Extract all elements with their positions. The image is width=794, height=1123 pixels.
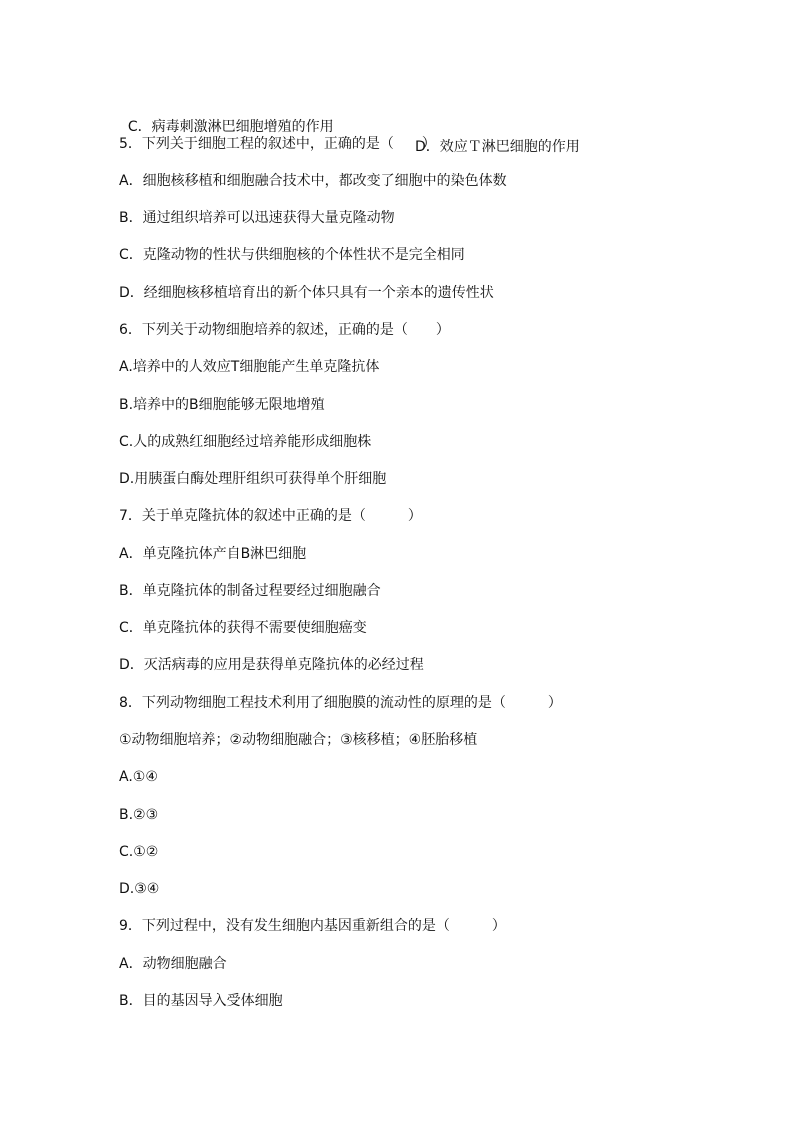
- q6-option-c: C.人的成熟红细胞经过培养能形成细胞株: [119, 434, 372, 450]
- q6-option-d: D.用胰蛋白酶处理肝组织可获得单个肝细胞: [119, 471, 387, 487]
- q5-question: 5．下列关于细胞工程的叙述中，正确的是（ ）: [119, 136, 436, 152]
- q5-option-b: B．通过组织培养可以迅速获得大量克隆动物: [119, 210, 395, 226]
- q7-option-b: B．单克隆抗体的制备过程要经过细胞融合: [119, 583, 381, 599]
- q6-question: 6．下列关于动物细胞培养的叙述，正确的是（ ）: [119, 322, 450, 338]
- q7-option-a: A．单克隆抗体产自B淋巴细胞: [119, 546, 307, 562]
- q7-question: 7．关于单克隆抗体的叙述中正确的是（ ）: [119, 508, 422, 524]
- q6-option-b: B.培养中的B细胞能够无限地增殖: [119, 397, 325, 413]
- q9-question: 9．下列过程中，没有发生细胞内基因重新组合的是（ ）: [119, 918, 506, 934]
- q8-question: 8．下列动物细胞工程技术利用了细胞膜的流动性的原理的是（ ）: [119, 695, 562, 711]
- q5-option-c: C．克隆动物的性状与供细胞核的个体性状不是完全相同: [119, 247, 465, 263]
- q8-option-d: D.③④: [119, 881, 160, 897]
- q7-option-c: C．单克隆抗体的获得不需要使细胞癌变: [119, 620, 367, 636]
- q8-option-a: A.①④: [119, 769, 158, 785]
- q8-stem: ①动物细胞培养；②动物细胞融合；③核移植；④胚胎移植: [119, 732, 478, 748]
- q8-option-b: B.②③: [119, 807, 159, 823]
- q9-option-a: A．动物细胞融合: [119, 956, 227, 972]
- q8-option-c: C.①②: [119, 844, 159, 860]
- q9-option-b: B．目的基因导入受体细胞: [119, 993, 283, 1009]
- q5-option-a: A．细胞核移植和细胞融合技术中，都改变了细胞中的染色体数: [119, 173, 507, 189]
- q6-option-a: A.培养中的人效应T细胞能产生单克隆抗体: [119, 359, 380, 375]
- q4-option-d: D．效应Ｔ淋巴细胞的作用: [415, 139, 580, 155]
- q7-option-d: D．灭活病毒的应用是获得单克隆抗体的必经过程: [119, 657, 424, 673]
- q5-option-d: D．经细胞核移植培育出的新个体只具有一个亲本的遗传性状: [119, 285, 494, 301]
- q4-option-c: C．病毒刺激淋巴细胞增殖的作用: [127, 119, 334, 135]
